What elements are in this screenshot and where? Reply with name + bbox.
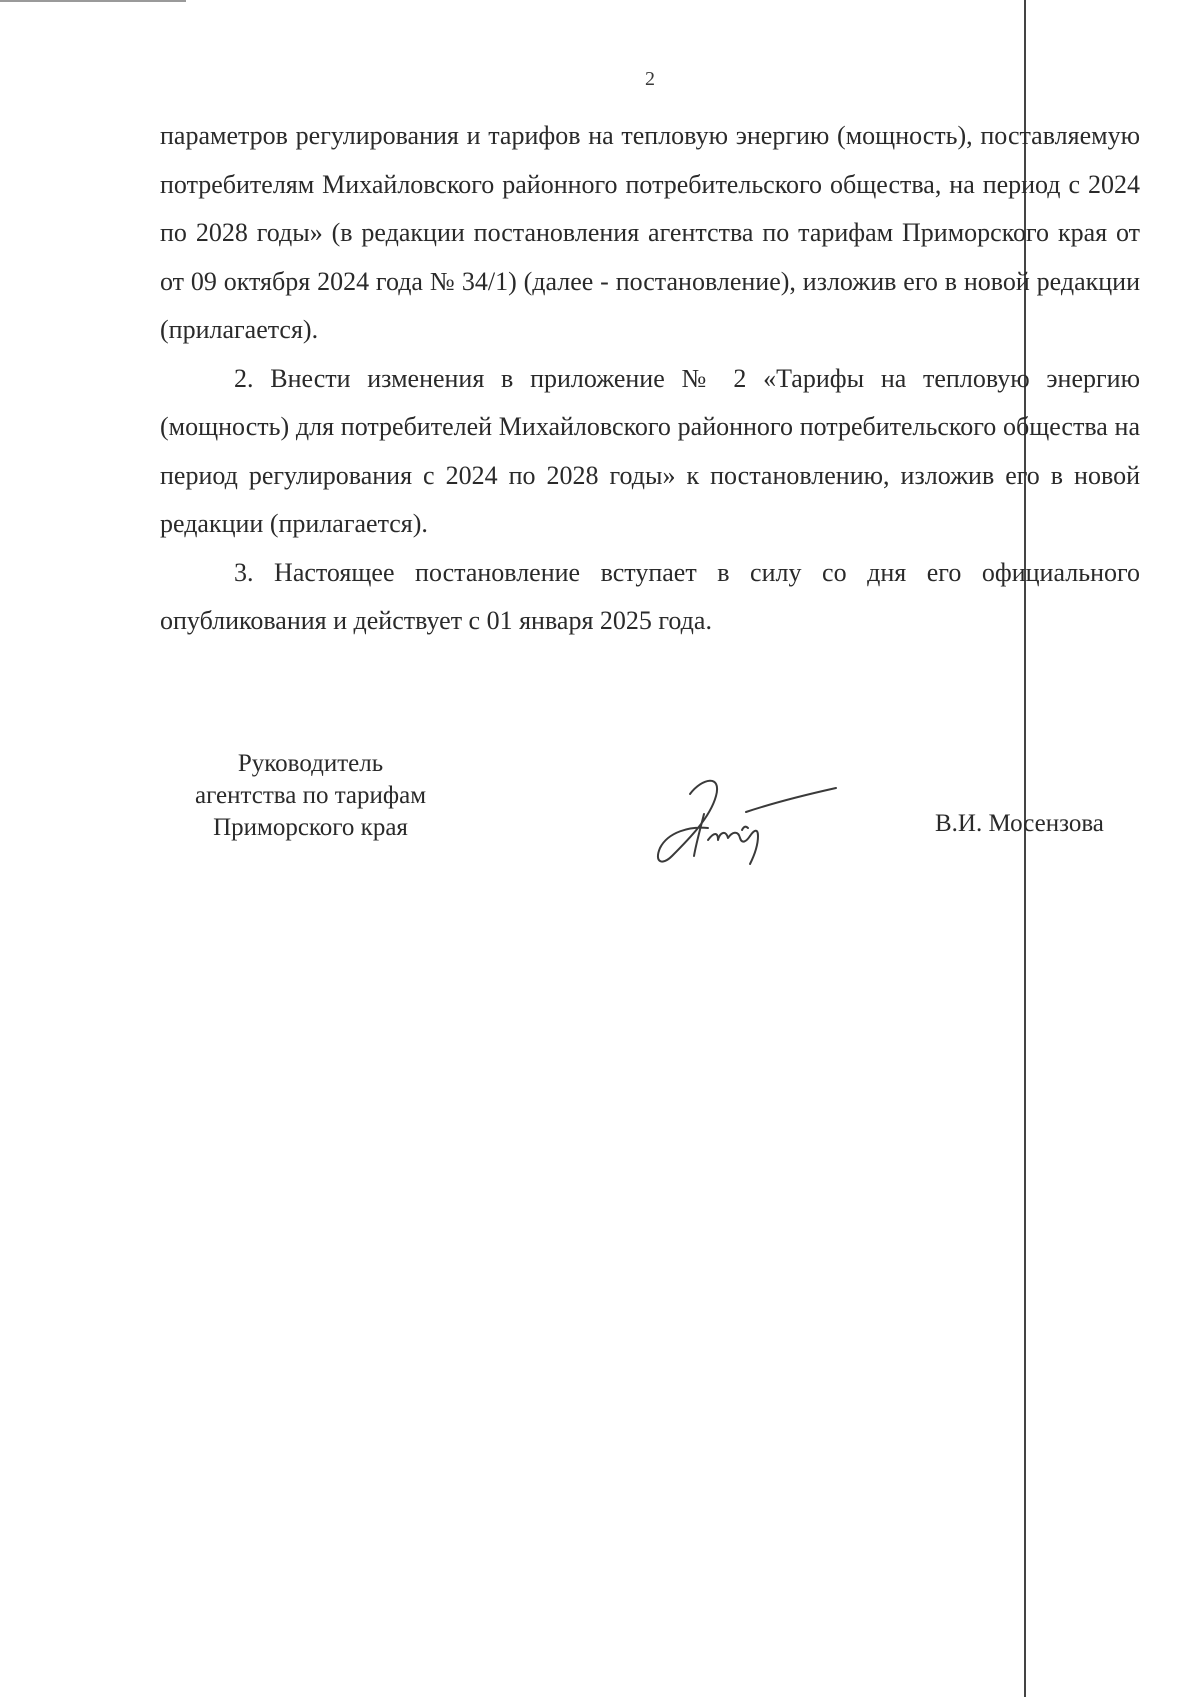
document-body (160, 112, 1140, 646)
signatory-name: В.И. Мосензова (935, 810, 1104, 837)
position-line-2: агентства по тарифам (195, 782, 427, 809)
handwritten-signature (650, 770, 840, 870)
signatory-position (195, 748, 426, 844)
scan-edge-mark (0, 0, 186, 2)
paragraph-3: 3. Настоящее постановление вступает в силу со дня его официального опубликования и действует с 01 января 2025 года. (160, 557, 1140, 635)
paragraph-continuation: параметров регулирования и тарифов на тепловую энергию (мощность), поставляемую потребителям Михайловского районного потребительского общества, на период с 2024 по 2028 годы» (в редакции постановления агентства по тарифам Приморского края от от 09 октября 2024 года № 34/1) (далее - постановление), изложив его в новой редакции (прилагается). (160, 121, 1140, 344)
paragraph-2: 2. Внести изменения в приложение № 2 «Тарифы на тепловую энергию (мощность) для потребителей Михайловского районного потребительского общества на период регулирования с 2024 по 2028 годы» к постановлению, изложив его в новой редакции (прилагается). (160, 363, 1140, 538)
page-number: 2 (645, 68, 655, 90)
position-line-1: Руководитель (237, 750, 384, 777)
position-line-3: Приморского края (213, 814, 408, 841)
